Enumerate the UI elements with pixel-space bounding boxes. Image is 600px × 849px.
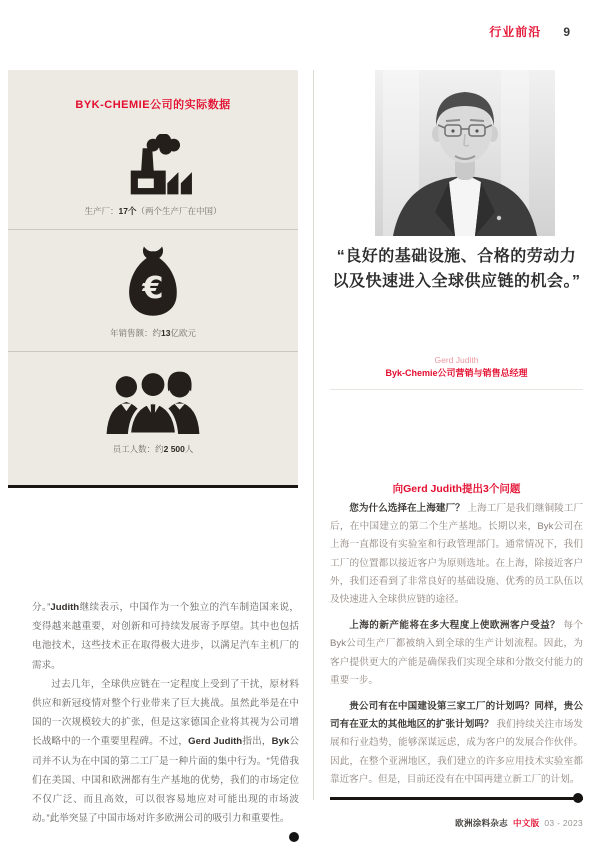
text-segment: 指出， (242, 736, 272, 748)
page-footer (455, 817, 583, 829)
infobox-item-plants (8, 122, 298, 230)
infobox-item-employees (8, 352, 298, 467)
qa-item (330, 500, 583, 609)
section-label: 行业前沿 (489, 25, 542, 39)
infobox-item-sales (8, 230, 298, 352)
question-text: 您为什么选择在上海建厂？ (349, 503, 465, 514)
text-segment: Gerd Judith (188, 736, 243, 748)
text-segment: 生产厂： (84, 206, 119, 216)
infobox-caption-sales (8, 327, 298, 339)
pull-quote: “良好的基础设施、合格的劳动力以及快速进入全球供应链的机会。” (332, 248, 581, 290)
end-of-article-icon: ◂ (573, 793, 583, 803)
answer-text: 上海工厂是我们继铜陵工厂后，在中国建立的第二个生产基地。长期以来，Byk公司在上海一直都设有实验室和行政管理部门。通常情况下，我们工厂的位置都以接近客户为原则选址。在上海，除接近客户外，我们还看到了非常良好的基础设施、优秀的员工队伍以及快速进入全球供应链的途径。 (330, 503, 584, 606)
qa-item (330, 617, 583, 690)
footer-rule (330, 797, 583, 800)
employees-icon (8, 364, 298, 434)
text-segment: 员工人数：约 (112, 444, 164, 454)
text-segment: 17个 (118, 206, 137, 216)
page-number: 9 (563, 25, 570, 39)
text-segment: 亿欧元 (170, 328, 196, 338)
text-segment: 公司并不认为在中国的第二工厂是一种片面的集中行为。“凭借我们在美国、中国和欧洲都有生产基地的优势，我们的市场定位不仅广泛、而且高效，可以很容易地应对可能出现的市场波动。”此举突显了中国市场对许多欧洲公司的吸引力和重要性。 (32, 736, 300, 825)
text-segment: Judith (50, 602, 80, 613)
question-text: 上海的新产能将在多大程度上使欧洲客户受益？ (349, 620, 561, 632)
text-segment: 人 (184, 444, 194, 454)
column-divider (313, 70, 314, 800)
qa-body (330, 500, 596, 803)
svg-text:€: € (142, 271, 164, 307)
infobox-caption-plants (8, 205, 298, 217)
qa-item (330, 698, 596, 802)
journal-name: 欧洲涂料杂志 (455, 818, 508, 828)
text-segment: Byk (271, 736, 290, 748)
article-body (32, 598, 312, 842)
text-segment: 2 500 (163, 444, 185, 454)
section-rule (330, 389, 583, 390)
factory-icon (8, 134, 298, 196)
end-of-article-icon: ◂ (289, 832, 299, 842)
text-segment: 过去几年，全球供应链在一定程度上受到了干扰，原材料供应和新冠疫情对整个行业带来了巨大挑战。虽然此举是在中国的一次规模较大的扩张，但是这家德国企业将其视为公司增长战略中的一个重要里程碑。不过， (32, 678, 299, 748)
text-segment: 继续表示，中国作为一个独立的汽车制造国来说，变得越来越重要，对创新和可持续发展寄予厚望。其中也包括电池技术，这些技术正在取得极大进步，以满足汽车主机厂的需求。 (32, 602, 299, 671)
article-paragraph (32, 675, 312, 841)
answer-text: 我们持续关注市场发展和行业趋势，能够深谋远虑，成为客户的发展合作伙伴。因此，在整个亚洲地区，我们建立的许多应用技术实验室都靠近客户。但是，目前还没有在中国再建立新工厂的计划。 (330, 719, 584, 785)
person-title: Byk-Chemie公司营销与销售总经理 (385, 368, 528, 378)
text-segment: 年销售额：约 (110, 328, 162, 338)
text-segment: （两个生产厂在中国） (136, 206, 222, 216)
qa-header: 向Gerd Judith提出3个问题 (392, 483, 521, 495)
money-bag-icon (8, 242, 298, 318)
journal-issue: 03 - 2023 (544, 818, 583, 828)
person-name: Gerd Judith (434, 355, 479, 365)
article-paragraph (32, 598, 299, 675)
question-text: 贵公司有在中国建设第三家工厂的计划吗？同样，贵公司有在亚太的其他地区的扩张计划吗？ (330, 701, 583, 731)
text-segment: 13 (161, 328, 171, 338)
infobox-byk-facts (8, 70, 298, 488)
quote-attribution (330, 354, 583, 380)
answer-text: 每个Byk公司生产厂都被纳入到全球的生产计划流程。因此，为客户提供更大的产能是确保我们实现全球和分散交付能力的重要一步。 (330, 620, 584, 686)
text-segment: 分。” (32, 602, 51, 613)
page-header (0, 23, 600, 40)
portrait-photo (375, 70, 555, 236)
infobox-caption-employees (8, 443, 298, 455)
journal-edition: 中文版 (512, 818, 540, 828)
infobox-title: BYK-CHEMIE公司的实际数据 (75, 99, 231, 111)
